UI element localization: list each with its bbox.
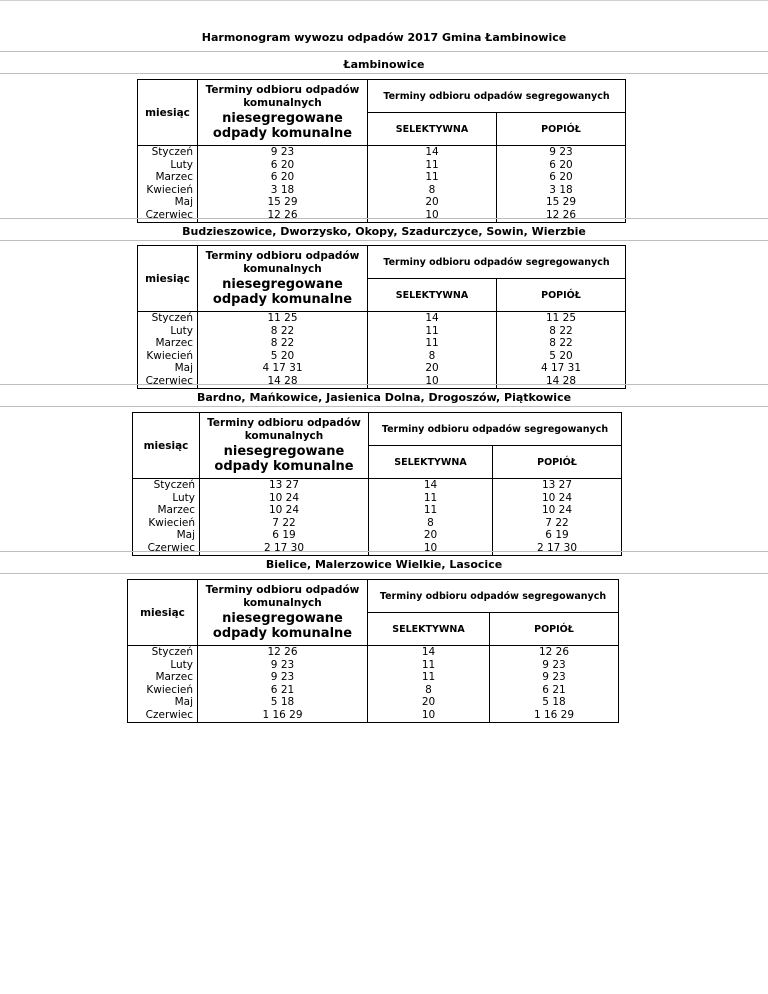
selektywna-dates: 10: [425, 374, 439, 387]
komunalne-column-cells: [200, 479, 369, 556]
data-row: [133, 479, 622, 556]
komunalne-header-line1: Terminy odbioru odpadów komunalnych: [205, 584, 360, 609]
selektywna-dates: 20: [421, 696, 436, 709]
month-name: Maj: [176, 529, 195, 542]
section-divider: [0, 218, 768, 219]
komunalne-header-line1: Terminy odbioru odpadów komunalnych: [207, 417, 361, 442]
komunalne-header-line2: niesegregowane odpady komunalne: [212, 277, 353, 307]
komunalne-dates: 13 27: [268, 479, 300, 491]
popiol-column-cells: [497, 146, 626, 223]
popiol-dates: 9 23: [542, 658, 566, 671]
komunalne-dates: 15 29: [267, 196, 298, 209]
header-row: [138, 80, 626, 113]
selektywna-column-cells: [368, 146, 497, 223]
month-header: miesiąc: [138, 80, 198, 146]
segregowane-header: Terminy odbioru odpadów segregowanych: [368, 80, 626, 113]
section-title-underline: [0, 73, 768, 74]
top-divider: [0, 0, 768, 1]
selektywna-column-cells: [369, 479, 493, 556]
month-name: Luty: [170, 324, 193, 337]
selektywna-column-cells: [368, 312, 497, 389]
komunalne-dates: 12 26: [267, 646, 298, 658]
month-name: Luty: [172, 491, 195, 504]
section-title: Bardno, Mańkowice, Jasienica Dolna, Drogoszów, Piątkowice: [196, 391, 572, 404]
popiol-column-cells: [490, 646, 619, 723]
popiol-dates: 6 20: [549, 158, 573, 171]
month-name: Czerwiec: [145, 208, 193, 221]
komunalne-dates: 7 22: [272, 516, 296, 529]
schedule-table: [132, 412, 622, 556]
data-row: [128, 646, 619, 723]
selektywna-header: SELEKTYWNA: [368, 279, 497, 312]
popiol-dates: 7 22: [545, 516, 569, 529]
popiol-dates: 2 17 30: [536, 541, 578, 554]
segregowane-header: Terminy odbioru odpadów segregowanych: [369, 413, 622, 446]
month-header: miesiąc: [133, 413, 200, 479]
segregowane-header: Terminy odbioru odpadów segregowanych: [368, 246, 626, 279]
selektywna-dates: 11: [423, 491, 438, 504]
selektywna-header: SELEKTYWNA: [368, 113, 497, 146]
selektywna-dates: 11: [425, 324, 439, 337]
selektywna-header: SELEKTYWNA: [369, 446, 493, 479]
schedule-table: [137, 79, 626, 223]
month-header: miesiąc: [138, 246, 198, 312]
komunalne-dates: 6 19: [272, 529, 296, 542]
month-name: Czerwiec: [145, 708, 193, 721]
month-name: Luty: [170, 658, 193, 671]
komunalne-dates: 11 25: [267, 312, 298, 324]
popiol-dates: 5 20: [549, 349, 573, 362]
month-name: Maj: [174, 196, 193, 209]
selektywna-dates: 11: [421, 658, 436, 671]
section-title: Budzieszowice, Dworzysko, Okopy, Szadurczyce, Sowin, Wierzbie: [182, 225, 586, 238]
komunalne-dates: 10 24: [268, 504, 300, 517]
month-column-cells: [128, 646, 198, 723]
section-divider: [0, 551, 768, 552]
popiol-dates: 15 29: [545, 196, 577, 209]
popiol-dates: 10 24: [541, 491, 573, 504]
komunalne-header-line2: niesegregowane odpady komunalne: [212, 611, 353, 641]
selektywna-column-cells: [368, 646, 490, 723]
komunalne-dates: 1 16 29: [262, 708, 303, 721]
komunalne-dates: 2 17 30: [263, 541, 305, 554]
schedule-table: [137, 245, 626, 389]
popiol-dates: 9 23: [542, 671, 566, 684]
section-title-underline: [0, 573, 768, 574]
month-name: Styczeń: [151, 312, 193, 324]
data-row: [138, 146, 626, 223]
selektywna-dates: 14: [421, 646, 436, 658]
komunalne-dates: 6 20: [270, 158, 295, 171]
selektywna-header: SELEKTYWNA: [368, 613, 490, 646]
section-divider: [0, 51, 768, 52]
popiol-dates: 12 26: [538, 646, 570, 658]
popiol-dates: 9 23: [549, 146, 573, 158]
komunalne-column-cells: [198, 146, 368, 223]
month-name: Styczeń: [153, 479, 195, 491]
header-row: [133, 413, 622, 446]
komunalne-header-line2: niesegregowane odpady komunalne: [212, 111, 353, 141]
komunalne-column-cells: [198, 312, 368, 389]
month-name: Kwiecień: [146, 349, 193, 362]
month-name: Styczeń: [151, 146, 193, 158]
header-row: [128, 580, 619, 613]
komunalne-header: [198, 246, 368, 312]
section-divider: [0, 384, 768, 385]
month-name: Luty: [170, 158, 193, 171]
selektywna-dates: 10: [421, 708, 436, 721]
selektywna-dates: 8: [428, 183, 436, 196]
komunalne-header-line1: Terminy odbioru odpadów komunalnych: [205, 84, 360, 109]
komunalne-dates: 10 24: [268, 491, 300, 504]
komunalne-dates: 3 18: [270, 183, 295, 196]
section-title-underline: [0, 406, 768, 407]
komunalne-dates: 6 21: [270, 683, 295, 696]
popiol-dates: 12 26: [545, 208, 577, 221]
selektywna-dates: 8: [427, 516, 434, 529]
data-row: [138, 312, 626, 389]
month-column-cells: [138, 146, 198, 223]
selektywna-dates: 20: [425, 362, 439, 375]
popiol-dates: 1 16 29: [533, 708, 575, 721]
komunalne-header: [200, 413, 369, 479]
popiol-dates: 6 20: [549, 171, 573, 184]
komunalne-header: [198, 80, 368, 146]
month-name: Maj: [174, 362, 193, 375]
komunalne-dates: 8 22: [270, 324, 295, 337]
month-header: miesiąc: [128, 580, 198, 646]
month-name: Kwiecień: [146, 683, 193, 696]
popiol-dates: 8 22: [549, 324, 573, 337]
selektywna-dates: 20: [425, 196, 439, 209]
komunalne-dates: 9 23: [270, 146, 295, 158]
month-name: Kwiecień: [148, 516, 195, 529]
popiol-dates: 5 18: [542, 696, 566, 709]
segregowane-header: Terminy odbioru odpadów segregowanych: [368, 580, 619, 613]
selektywna-dates: 14: [423, 479, 438, 491]
komunalne-dates: 8 22: [270, 337, 295, 350]
selektywna-dates: 11: [423, 504, 438, 517]
komunalne-column-cells: [198, 646, 368, 723]
selektywna-dates: 10: [425, 208, 439, 221]
popiol-header: POPIÓŁ: [497, 279, 626, 312]
selektywna-dates: 11: [425, 337, 439, 350]
popiol-dates: 6 21: [542, 683, 566, 696]
header-row: [138, 246, 626, 279]
month-name: Czerwiec: [147, 541, 195, 554]
komunalne-dates: 4 17 31: [262, 362, 303, 375]
month-name: Styczeń: [151, 646, 193, 658]
month-name: Marzec: [155, 171, 193, 184]
popiol-dates: 10 24: [541, 504, 573, 517]
komunalne-dates: 14 28: [267, 374, 298, 387]
section-title: Bielice, Malerzowice Wielkie, Lasocice: [265, 558, 503, 571]
komunalne-dates: 6 20: [270, 171, 295, 184]
popiol-column-cells: [493, 479, 622, 556]
popiol-dates: 3 18: [549, 183, 573, 196]
schedule-table: [127, 579, 619, 723]
komunalne-header-line2: niesegregowane odpady komunalne: [214, 444, 354, 474]
komunalne-dates: 9 23: [270, 671, 295, 684]
month-column-cells: [133, 479, 200, 556]
komunalne-dates: 9 23: [270, 658, 295, 671]
popiol-dates: 6 19: [545, 529, 569, 542]
selektywna-dates: 8: [428, 349, 436, 362]
popiol-column-cells: [497, 312, 626, 389]
popiol-header: POPIÓŁ: [497, 113, 626, 146]
month-column-cells: [138, 312, 198, 389]
selektywna-dates: 10: [423, 541, 438, 554]
selektywna-dates: 11: [425, 158, 439, 171]
selektywna-dates: 14: [425, 146, 439, 158]
komunalne-dates: 12 26: [267, 208, 298, 221]
month-name: Maj: [174, 696, 193, 709]
selektywna-dates: 11: [421, 671, 436, 684]
selektywna-dates: 11: [425, 171, 439, 184]
komunalne-header-line1: Terminy odbioru odpadów komunalnych: [205, 250, 360, 275]
month-name: Marzec: [155, 671, 193, 684]
selektywna-dates: 20: [423, 529, 438, 542]
section-title-underline: [0, 240, 768, 241]
popiol-dates: 11 25: [545, 312, 577, 324]
komunalne-dates: 5 20: [270, 349, 295, 362]
section-title: Łambinowice: [343, 58, 425, 71]
popiol-dates: 13 27: [541, 479, 573, 491]
month-name: Marzec: [157, 504, 195, 517]
popiol-dates: 14 28: [545, 374, 577, 387]
selektywna-dates: 14: [425, 312, 439, 324]
komunalne-dates: 5 18: [270, 696, 295, 709]
popiol-dates: 4 17 31: [540, 362, 582, 375]
popiol-header: POPIÓŁ: [493, 446, 622, 479]
month-name: Marzec: [155, 337, 193, 350]
komunalne-header: [198, 580, 368, 646]
document-title: Harmonogram wywozu odpadów 2017 Gmina Łambinowice: [201, 31, 567, 44]
popiol-header: POPIÓŁ: [490, 613, 619, 646]
selektywna-dates: 8: [425, 683, 432, 696]
month-name: Kwiecień: [146, 183, 193, 196]
popiol-dates: 8 22: [549, 337, 573, 350]
month-name: Czerwiec: [145, 374, 193, 387]
